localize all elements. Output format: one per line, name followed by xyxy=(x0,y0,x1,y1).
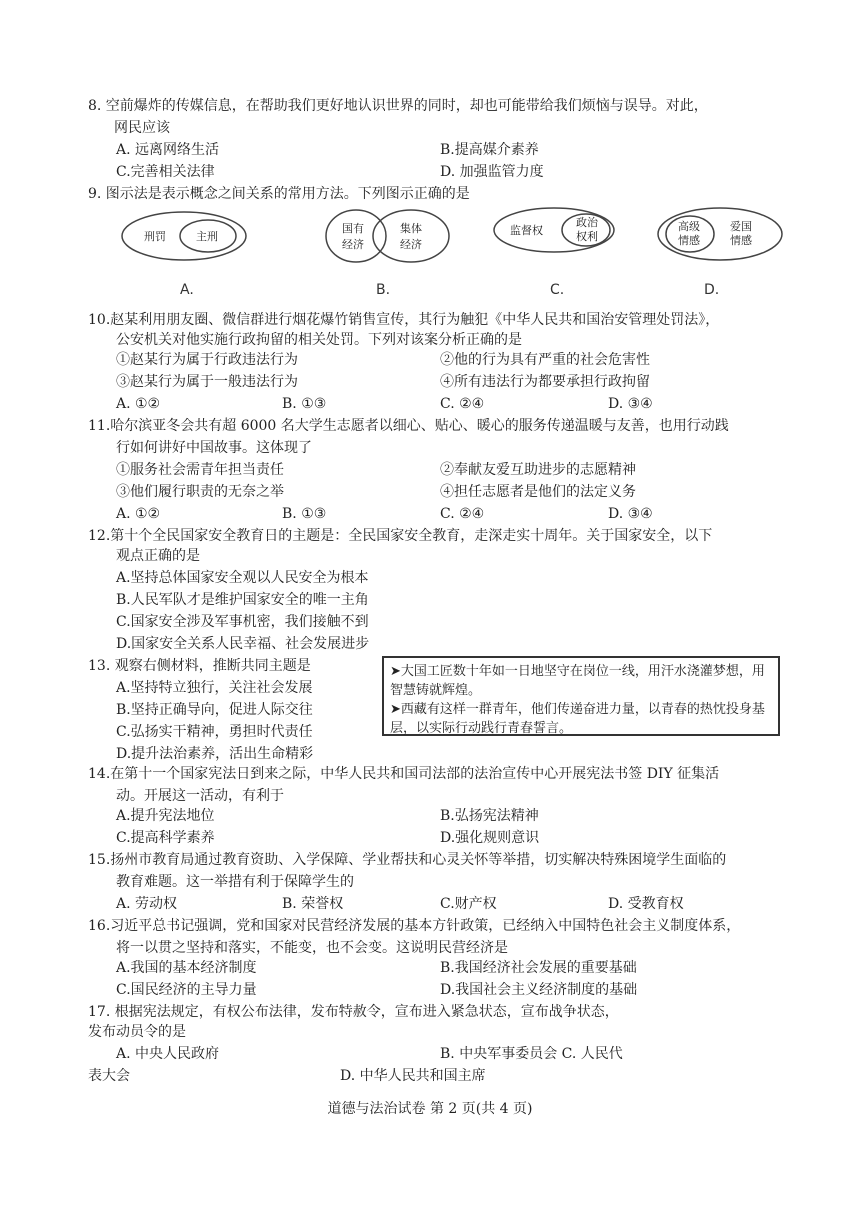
diagram-c-inner-line2: 权利 xyxy=(576,230,598,243)
q14-option-a: A.提升宪法地位 xyxy=(116,808,215,824)
q15-option-b: B. 荣誉权 xyxy=(282,896,344,912)
q13-material-item-1: ➤大国工匠数十年如一日地坚守在岗位一线，用汗水浇灌梦想，用智慧铸就辉煌。 xyxy=(390,664,765,698)
q10-statement-3: ③赵某行为属于一般违法行为 xyxy=(116,374,298,390)
diagram-b-left-line1: 国有 xyxy=(342,222,364,235)
q12-option-c: C.国家安全涉及军事机密，我们接触不到 xyxy=(116,614,369,630)
q10-option-c: C. ②④ xyxy=(440,396,485,412)
q8-option-b: B.提高媒介素养 xyxy=(440,142,539,158)
q8-option-a: A. 远离网络生活 xyxy=(116,142,220,158)
q15-stem-line2: 教育难题。这一举措有利于保障学生的 xyxy=(116,874,354,890)
q17-option-bc: B. 中央军事委员会 C. 人民代 xyxy=(440,1046,623,1062)
diagram-a-inner-label: 主刑 xyxy=(196,230,218,243)
q14-option-b: B.弘扬宪法精神 xyxy=(440,808,539,824)
q11-statement-1: ①服务社会需青年担当责任 xyxy=(116,462,284,478)
q17-option-a: A. 中央人民政府 xyxy=(116,1046,220,1062)
q9-diagram-c-letter: C. xyxy=(550,282,565,298)
q16-stem-line1: 16.习近平总书记强调，党和国家对民营经济发展的基本方针政策，已经纳入中国特色社会主义制度体系， xyxy=(88,918,741,934)
q10-stem-line1: 10.赵某利用朋友圈、微信群进行烟花爆竹销售宣传，其行为触犯《中华人民共和国治安管理处罚法》， xyxy=(88,312,720,328)
q8-option-d: D. 加强监管力度 xyxy=(440,164,544,180)
q16-stem-line2: 将一以贯之坚持和落实，不能变，也不会变。这说明民营经济是 xyxy=(116,940,508,956)
q13-option-a: A.坚持特立独行，关注社会发展 xyxy=(116,680,313,696)
q12-stem-line2: 观点正确的是 xyxy=(116,548,200,564)
q11-stem-line1: 11.哈尔滨亚冬会共有超 6000 名大学生志愿者以细心、贴心、暖心的服务传递温暖与友善，也用行动践 xyxy=(88,418,729,434)
q9-diagram-d-letter: D. xyxy=(704,282,720,298)
q10-statement-1: ①赵某行为属于行政违法行为 xyxy=(116,352,298,368)
q8-stem-line2: 网民应该 xyxy=(114,120,170,136)
q17-option-c-continued: 表大会 xyxy=(88,1068,130,1084)
q9-diagram-a xyxy=(114,206,264,266)
q14-stem-line1: 14.在第十一个国家宪法日到来之际，中华人民共和国司法部的法治宣传中心开展宪法书签 DIY 征集活 xyxy=(88,766,720,782)
diagram-d-outer-line1: 爱国 xyxy=(730,220,752,233)
q9-diagram-c xyxy=(490,206,640,266)
q9-stem: 9. 图示法是表示概念之间关系的常用方法。下列图示正确的是 xyxy=(88,186,470,202)
q11-option-a: A. ①② xyxy=(116,506,161,522)
q17-stem-line2: 发布动员令的是 xyxy=(88,1024,186,1040)
q11-statement-4: ④担任志愿者是他们的法定义务 xyxy=(440,484,636,500)
page-footer: 道德与法治试卷 第 2 页(共 4 页) xyxy=(327,1101,533,1117)
diagram-c-outer-label: 监督权 xyxy=(510,224,543,237)
q17-option-d: D. 中华人民共和国主席 xyxy=(340,1068,486,1084)
q9-diagram-d xyxy=(650,206,800,266)
q11-option-c: C. ②④ xyxy=(440,506,485,522)
q15-stem-line1: 15.扬州市教育局通过教育资助、入学保障、学业帮扶和心灵关怀等举措，切实解决特殊困境学生面临的 xyxy=(88,852,727,868)
diagram-d-outer-line2: 情感 xyxy=(730,234,752,247)
q12-option-b: B.人民军队才是维护国家安全的唯一主角 xyxy=(116,592,369,608)
q16-option-c: C.国民经济的主导力量 xyxy=(116,982,257,998)
diagram-d-inner-line1: 高级 xyxy=(678,220,700,233)
q11-statement-3: ③他们履行职责的无奈之举 xyxy=(116,484,284,500)
q13-option-c: C.弘扬实干精神，勇担时代责任 xyxy=(116,724,313,740)
diagram-b-right-line1: 集体 xyxy=(400,222,422,235)
q12-option-d: D.国家安全关系人民幸福、社会发展进步 xyxy=(116,636,370,652)
q8-stem-line1: 8. 空前爆炸的传媒信息，在帮助我们更好地认识世界的同时，却也可能带给我们烦恼与误导。对此， xyxy=(88,98,708,114)
diagram-b-left-line2: 经济 xyxy=(342,238,364,251)
q13-option-d: D.提升法治素养，活出生命精彩 xyxy=(116,746,314,762)
q15-option-c: C.财产权 xyxy=(440,896,497,912)
q14-option-d: D.强化规则意识 xyxy=(440,830,540,846)
q16-option-d: D.我国社会主义经济制度的基础 xyxy=(440,982,638,998)
q13-material-item-2: ➤西藏有这样一群青年，他们传递奋进力量，以青春的热忱投身基层，以实际行动践行青春誓言。 xyxy=(390,702,765,736)
q13-material-box xyxy=(382,656,780,736)
diagram-d-inner-line2: 情感 xyxy=(678,234,700,247)
q17-stem-line1: 17. 根据宪法规定，有权公布法律，发布特赦令，宣布进入紧急状态，宣布战争状态， xyxy=(88,1004,619,1020)
q10-statement-2: ②他的行为具有严重的社会危害性 xyxy=(440,352,650,368)
q10-statement-4: ④所有违法行为都要承担行政拘留 xyxy=(440,374,650,390)
q10-option-a: A. ①② xyxy=(116,396,161,412)
q11-option-b: B. ①③ xyxy=(282,506,327,522)
q9-diagram-b xyxy=(316,206,466,266)
q11-statement-2: ②奉献友爱互助进步的志愿精神 xyxy=(440,462,636,478)
q11-stem-line2: 行如何讲好中国故事。这体现了 xyxy=(116,440,312,456)
q16-option-a: A.我国的基本经济制度 xyxy=(116,960,257,976)
q13-option-b: B.坚持正确导向，促进人际交往 xyxy=(116,702,313,718)
q13-stem: 13. 观察右侧材料，推断共同主题是 xyxy=(88,658,311,674)
q10-stem-line2: 公安机关对他实施行政拘留的相关处罚。下列对该案分析正确的是 xyxy=(116,332,522,348)
q15-option-d: D. 受教育权 xyxy=(608,896,684,912)
q10-option-b: B. ①③ xyxy=(282,396,327,412)
q9-diagram-a-letter: A. xyxy=(180,282,194,298)
diagram-b-right-line2: 经济 xyxy=(400,238,422,251)
diagram-a-outer-label: 刑罚 xyxy=(144,230,166,243)
q14-stem-line2: 动。开展这一活动，有利于 xyxy=(116,788,284,804)
q8-option-c: C.完善相关法律 xyxy=(116,164,215,180)
diagram-c-inner-line1: 政治 xyxy=(576,216,598,229)
q14-option-c: C.提高科学素养 xyxy=(116,830,215,846)
q11-option-d: D. ③④ xyxy=(608,506,653,522)
q16-option-b: B.我国经济社会发展的重要基础 xyxy=(440,960,637,976)
q10-option-d: D. ③④ xyxy=(608,396,653,412)
q12-option-a: A.坚持总体国家安全观以人民安全为根本 xyxy=(116,570,369,586)
q9-diagram-b-letter: B. xyxy=(376,282,391,298)
q15-option-a: A. 劳动权 xyxy=(116,896,178,912)
q12-stem-line1: 12.第十个全民国家安全教育日的主题是：全民国家安全教育，走深走实十周年。关于国家安全，以下 xyxy=(88,528,713,544)
